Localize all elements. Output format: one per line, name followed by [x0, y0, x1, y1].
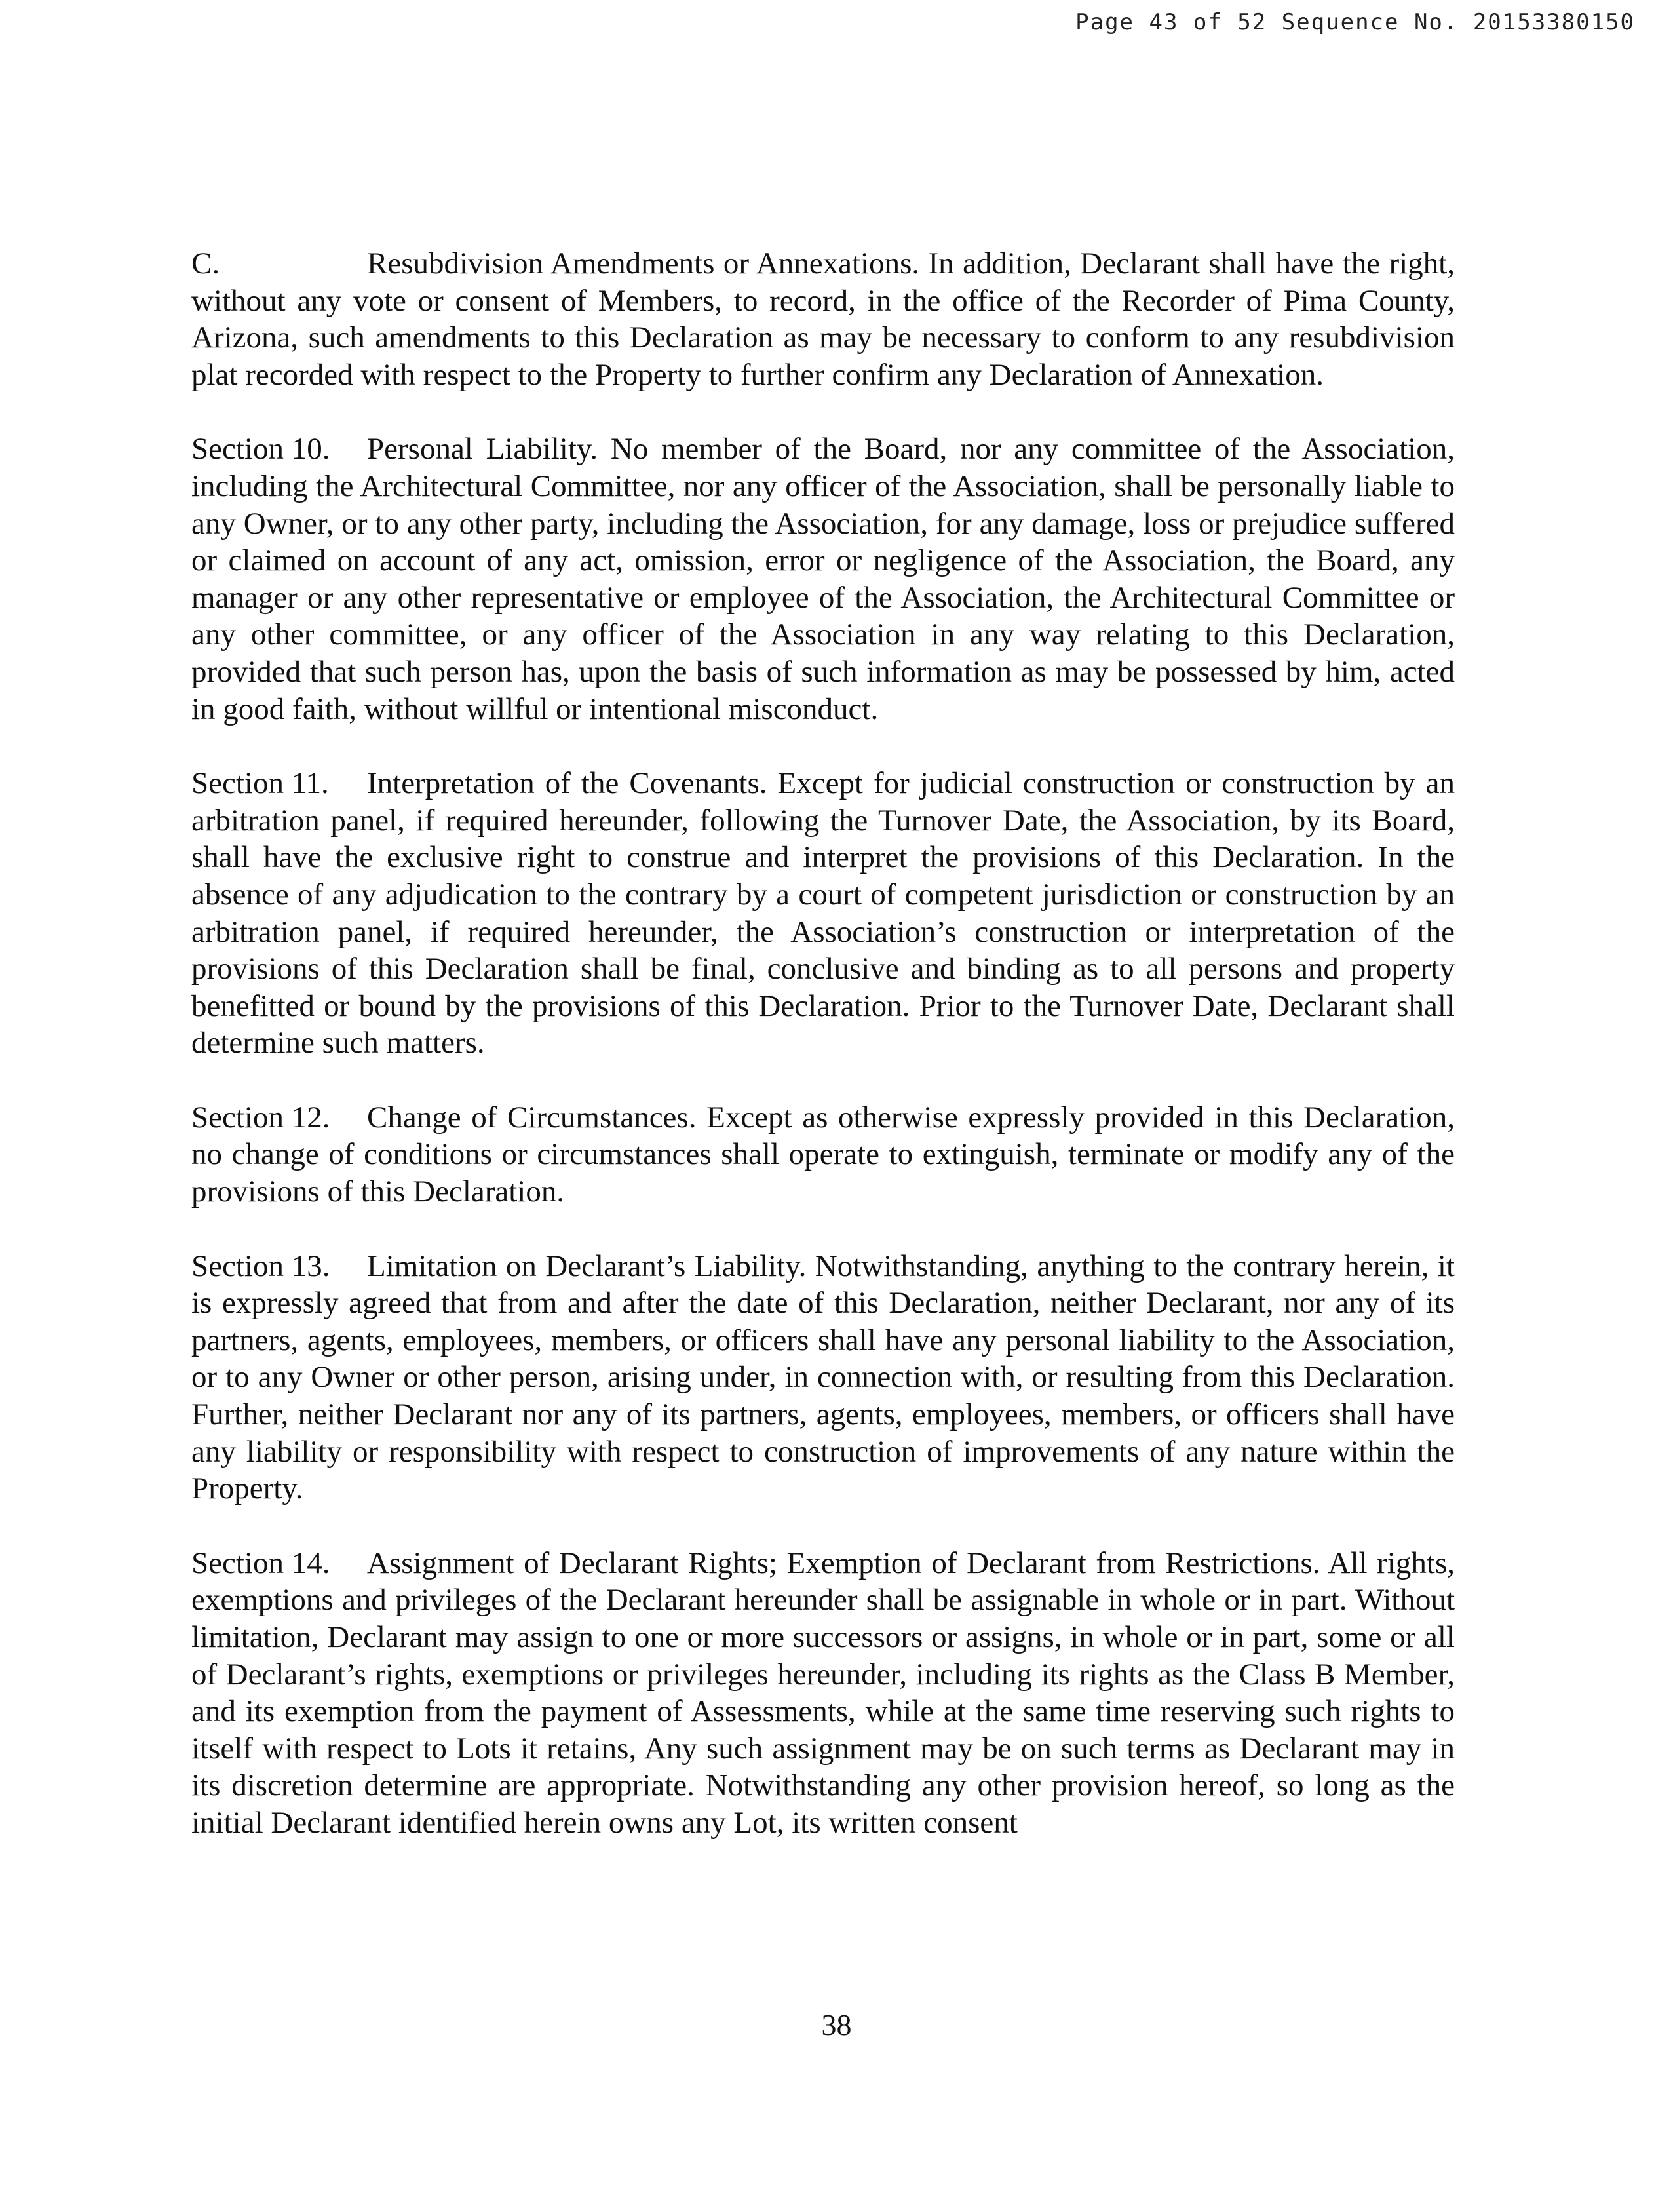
paragraph-label: Section 13.	[191, 1249, 330, 1283]
paragraph-section-14	[191, 1545, 1455, 1842]
page-number: 38	[821, 2008, 852, 2042]
sequence-header: Page 43 of 52 Sequence No. 20153380150	[1075, 9, 1635, 35]
paragraph-text: Change of Circumstances. Except as otherwise expressly provided in this Declaration, no change of conditions or circumstances shall operate to extinguish, terminate or modify any of the provisions of this Declaration.	[191, 1100, 1455, 1209]
paragraph-label: Section 14.	[191, 1545, 330, 1580]
paragraph-text: Interpretation of the Covenants. Except for judicial construction or construction by an arbitration panel, if required hereunder, following the Turnover Date, the Association, by its Board, shall have the exclusive right to construe and interpret the provisions of this Declaration. In the absence of any adjudication to the contrary by a court of competent jurisdiction or construction by an arbitration panel, if required hereunder, the Association’s construction or interpretation of the provisions of this Declaration shall be final, conclusive and binding as to all persons and property benefitted or bound by the provisions of this Declaration. Prior to the Turnover Date, Declarant shall determine such matters.	[191, 766, 1455, 1060]
paragraph-section-11	[191, 765, 1455, 1062]
paragraph-section-13	[191, 1248, 1455, 1507]
document-body	[191, 245, 1455, 1879]
paragraph-label: Section 12.	[191, 1100, 330, 1135]
paragraph-text: Assignment of Declarant Rights; Exemption of Declarant from Restrictions. All rights, exemptions and privileges of the Declarant hereunder shall be assignable in whole or in part. Without limitation, Declarant may assign to one or more successors or assigns, in whole or in part, some or all of Declarant’s rights, exemptions or privileges hereunder, including its rights as the Class B Member, and its exemption from the payment of Assessments, while at the same time reserving such rights to itself with respect to Lots it retains, Any such assignment may be on such terms as Declarant may in its discretion determine are appropriate. Notwithstanding any other provision hereof, so long as the initial Declarant identified herein owns any Lot, its written consent	[191, 1545, 1455, 1840]
paragraph-label: C.	[191, 246, 220, 281]
paragraph-section-12	[191, 1099, 1455, 1211]
paragraph-text: Resubdivision Amendments or Annexations. In addition, Declarant shall have the right, without any vote or consent of Members, to record, in the office of the Recorder of Pima County, Arizona, such amendments to this Declaration as may be necessary to conform to any resubdivision plat recorded with respect to the Property to further confirm any Declaration of Annexation.	[191, 246, 1455, 392]
paragraph-section-10	[191, 431, 1455, 728]
paragraph-label: Section 10.	[191, 432, 330, 467]
paragraph-text: Limitation on Declarant’s Liability. Notwithstanding, anything to the contrary herein, it is expressly agreed that from and after the date of this Declaration, neither Declarant, nor any of its partners, agents, employees, members, or officers shall have any personal liability to the Association, or to any Owner or other person, arising under, in connection with, or resulting from this Declaration. Further, neither Declarant nor any of its partners, agents, employees, members, or officers shall have any liability or responsibility with respect to construction of improvements of any nature within the Property.	[191, 1249, 1455, 1506]
paragraph-text: Personal Liability. No member of the Board, nor any committee of the Association, including the Architectural Committee, nor any officer of the Association, shall be personally liable to any Owner, or to any other party, including the Association, for any damage, loss or prejudice suffered or claimed on account of any act, omission, error or negligence of the Association, the Board, any manager or any other representative or employee of the Association, the Architectural Committee or any other committee, or any officer of the Association in any way relating to this Declaration, provided that such person has, upon the basis of such information as may be possessed by him, acted in good faith, without willful or intentional misconduct.	[191, 432, 1455, 726]
paragraph-c-resubdivision	[191, 245, 1455, 393]
paragraph-label: Section 11.	[191, 766, 329, 801]
